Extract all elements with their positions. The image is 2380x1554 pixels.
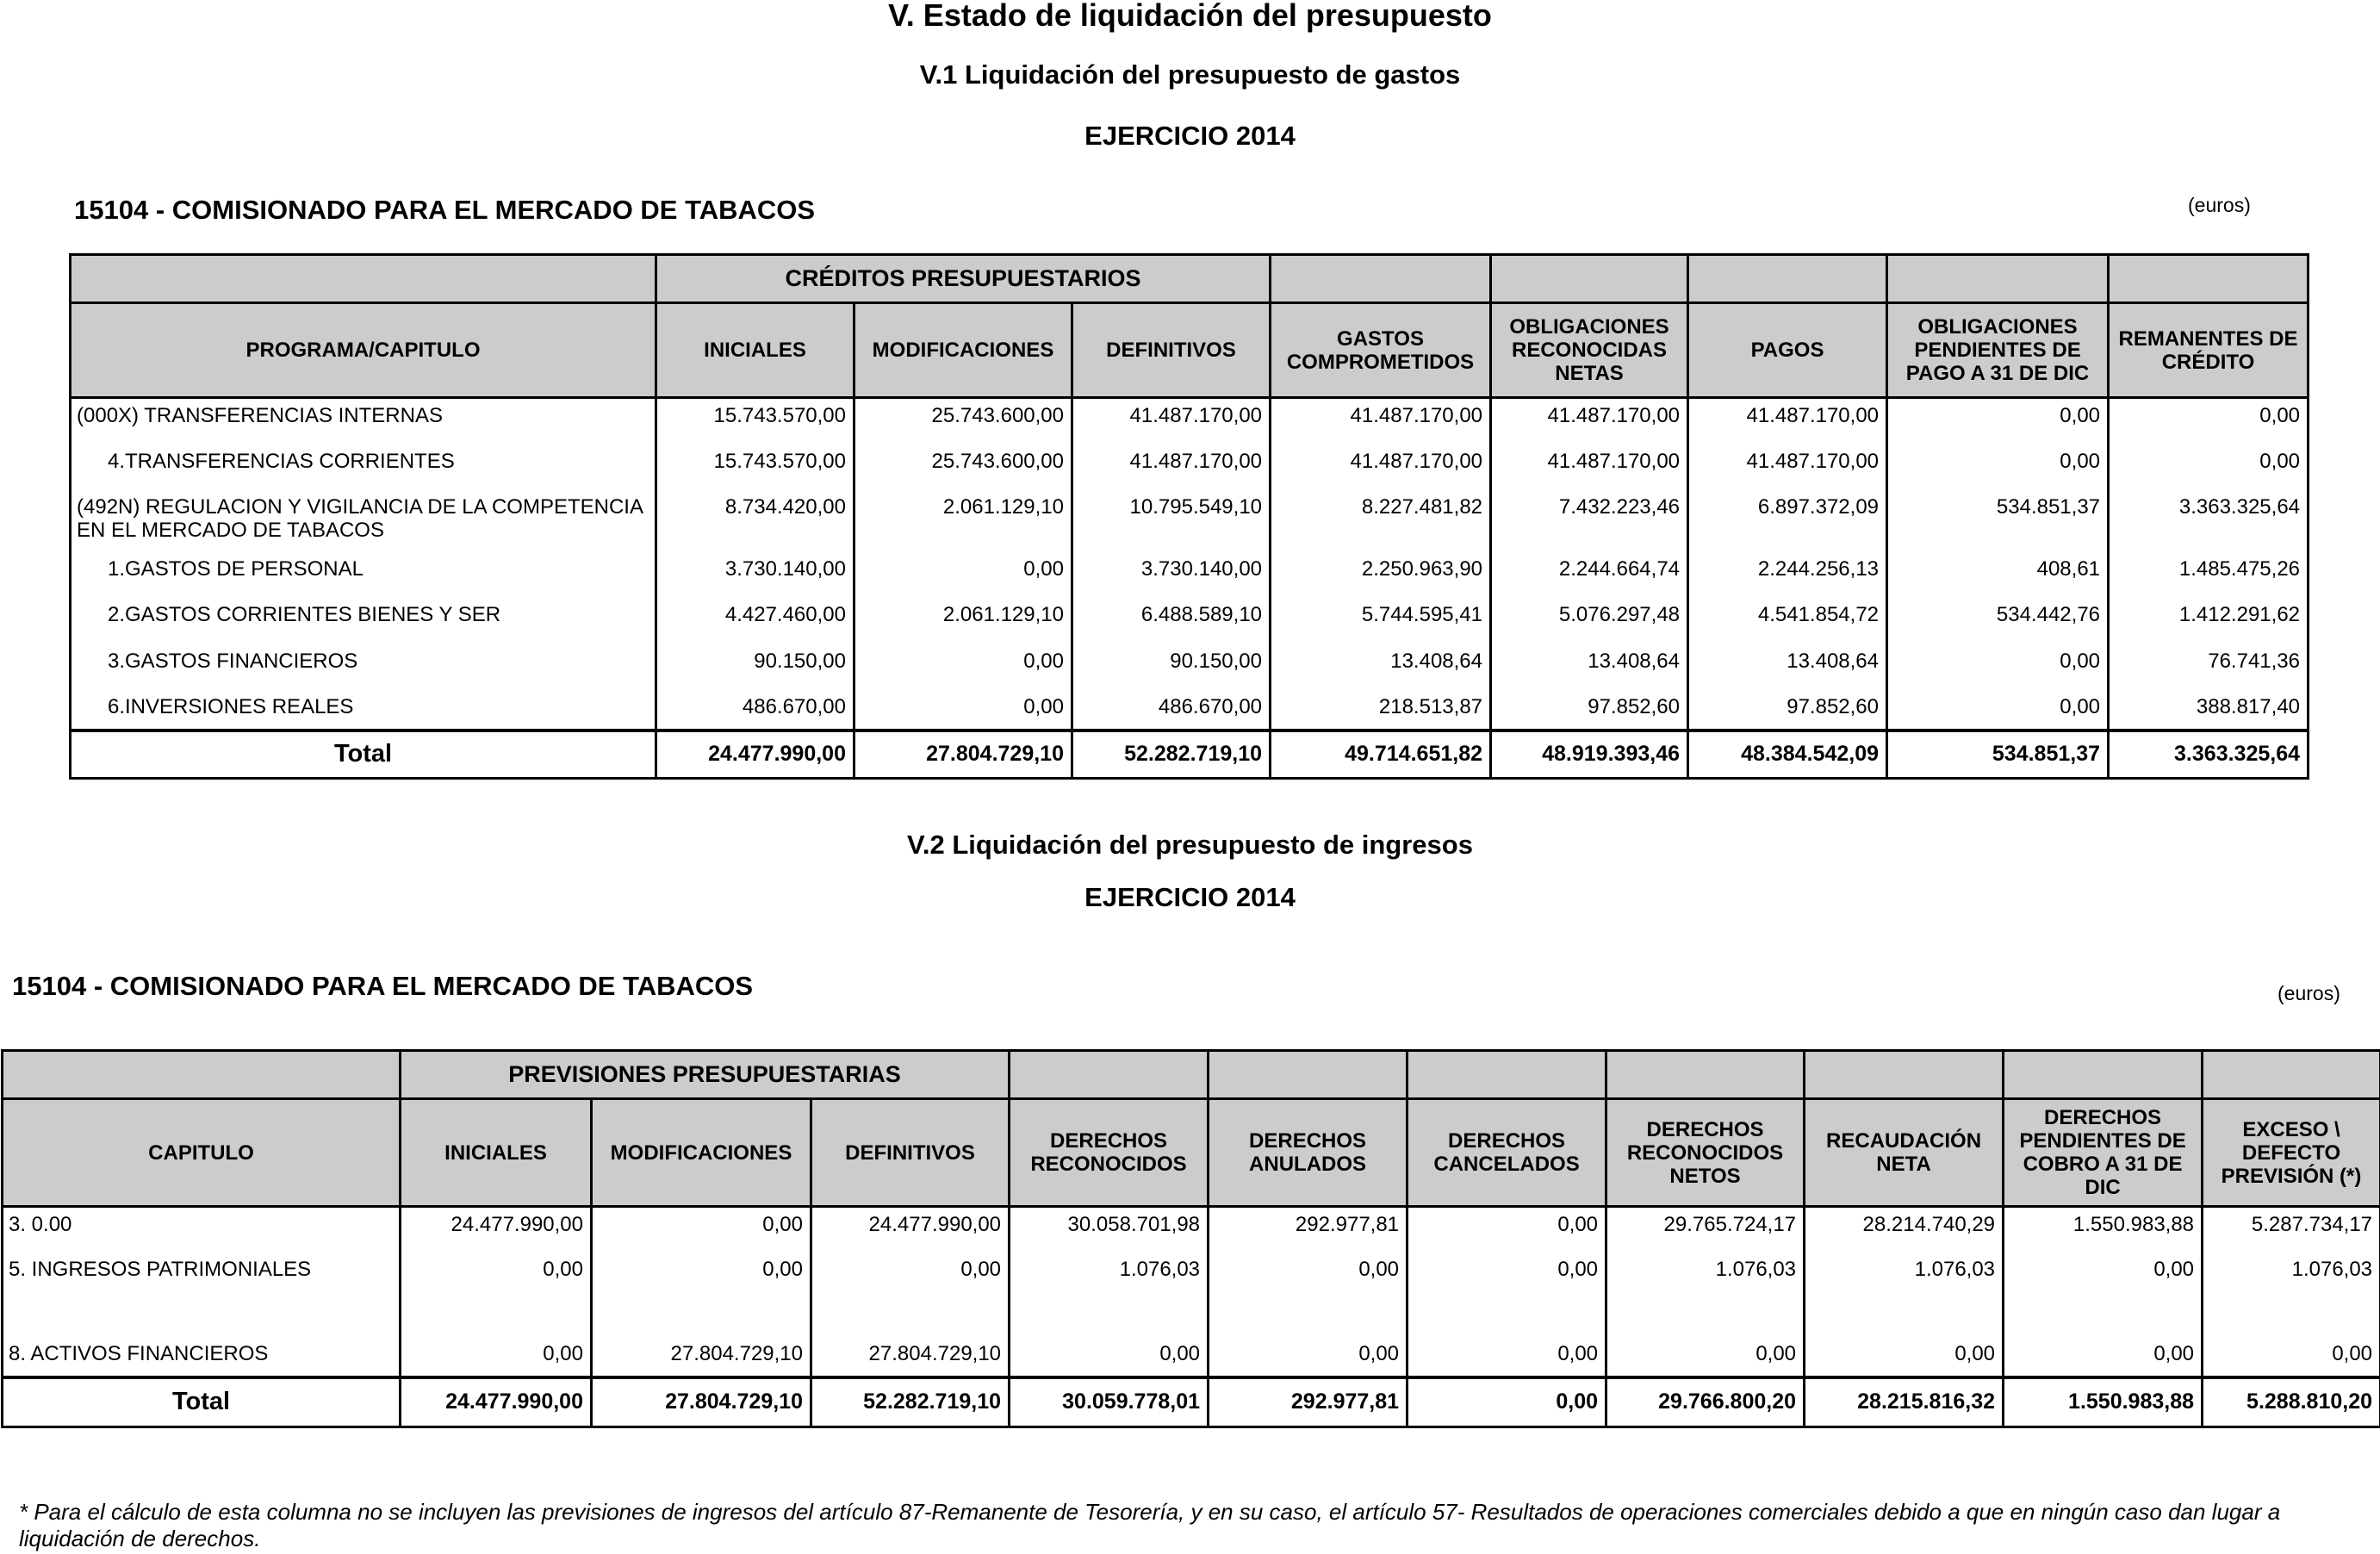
cell-value: 0,00	[2004, 1337, 2203, 1377]
cell-value: 4.541.854,72	[1688, 598, 1887, 644]
table-row	[71, 552, 2309, 598]
total-value: 29.766.800,20	[1606, 1377, 1805, 1427]
cell-value: 41.487.170,00	[1491, 444, 1688, 490]
cell-value: 13.408,64	[1688, 644, 1887, 690]
cell-value: 2.250.963,90	[1271, 552, 1491, 598]
cell-value: 0,00	[401, 1253, 592, 1337]
cell-value: 3.730.140,00	[656, 552, 854, 598]
cell-value: 6.488.589,10	[1072, 598, 1271, 644]
table-row	[71, 690, 2309, 730]
cell-value: 27.804.729,10	[592, 1337, 811, 1377]
cell-value: 1.076,03	[1010, 1253, 1209, 1337]
gastos-col-header: OBLIGACIONES PENDIENTES DE PAGO A 31 DE DIC	[1887, 303, 2109, 398]
total-row	[71, 730, 2309, 779]
gastos-col-header: GASTOS COMPROMETIDOS	[1271, 303, 1491, 398]
total-value: 28.215.816,32	[1805, 1377, 2004, 1427]
cell-value: 2.244.256,13	[1688, 552, 1887, 598]
row-label: 5. INGRESOS PATRIMONIALES	[3, 1253, 401, 1337]
cell-value: 41.487.170,00	[1072, 398, 1271, 444]
cell-value: 0,00	[854, 552, 1072, 598]
cell-value: 2.061.129,10	[854, 598, 1072, 644]
cell-value: 3.363.325,64	[2109, 490, 2309, 552]
cell-value: 0,00	[401, 1337, 592, 1377]
total-row	[3, 1377, 2380, 1427]
cell-value: 0,00	[2203, 1337, 2380, 1377]
total-value: 24.477.990,00	[401, 1377, 592, 1427]
ingresos-col-header: DEFINITIVOS	[811, 1099, 1010, 1207]
cell-value: 0,00	[2109, 444, 2309, 490]
cell-value: 5.287.734,17	[2203, 1207, 2380, 1253]
total-label: Total	[71, 730, 656, 779]
cell-value: 0,00	[592, 1207, 811, 1253]
total-value: 3.363.325,64	[2109, 730, 2309, 779]
table-row	[3, 1207, 2380, 1253]
gastos-col-header: PROGRAMA/CAPITULO	[71, 303, 656, 398]
row-label: (492N) REGULACION Y VIGILANCIA DE LA COMPETENCIA EN EL MERCADO DE TABACOS	[71, 490, 656, 552]
cell-value: 534.442,76	[1887, 598, 2109, 644]
cell-value: 41.487.170,00	[1688, 444, 1887, 490]
cell-value: 6.897.372,09	[1688, 490, 1887, 552]
cell-value: 0,00	[2004, 1253, 2203, 1337]
cell-value: 0,00	[2109, 398, 2309, 444]
total-value: 30.059.778,01	[1010, 1377, 1209, 1427]
ingresos-col-header: RECAUDACIÓN NETA	[1805, 1099, 2004, 1207]
table-row	[71, 444, 2309, 490]
table-row	[3, 1253, 2380, 1337]
gastos-col-header: MODIFICACIONES	[854, 303, 1072, 398]
cell-value: 1.076,03	[1805, 1253, 2004, 1337]
ingresos-col-header: MODIFICACIONES	[592, 1099, 811, 1207]
cell-value: 0,00	[1209, 1253, 1407, 1337]
ingresos-table	[1, 1049, 2380, 1428]
gastos-group-header: CRÉDITOS PRESUPUESTARIOS	[656, 255, 1271, 303]
cell-value: 0,00	[1407, 1207, 1606, 1253]
cell-value: 90.150,00	[656, 644, 854, 690]
gastos-group-blank	[71, 255, 656, 303]
gastos-col-header: REMANENTES DE CRÉDITO	[2109, 303, 2309, 398]
cell-value: 0,00	[1010, 1337, 1209, 1377]
cell-value: 1.076,03	[1606, 1253, 1805, 1337]
cell-value: 8.734.420,00	[656, 490, 854, 552]
total-value: 52.282.719,10	[811, 1377, 1010, 1427]
ingresos-entity: 15104 - COMISIONADO PARA EL MERCADO DE TABACOS	[12, 971, 754, 1001]
gastos-col-header: INICIALES	[656, 303, 854, 398]
gastos-entity: 15104 - COMISIONADO PARA EL MERCADO DE TABACOS	[74, 195, 816, 225]
ingresos-units: (euros)	[2277, 982, 2340, 1004]
gastos-units: (euros)	[2188, 194, 2251, 216]
cell-value: 25.743.600,00	[854, 398, 1072, 444]
total-label: Total	[3, 1377, 401, 1427]
cell-value: 0,00	[1887, 398, 2109, 444]
table-row	[71, 398, 2309, 444]
cell-value: 24.477.990,00	[811, 1207, 1010, 1253]
cell-value: 0,00	[592, 1253, 811, 1337]
cell-value: 1.412.291,62	[2109, 598, 2309, 644]
cell-value: 0,00	[1805, 1337, 2004, 1377]
cell-value: 2.061.129,10	[854, 490, 1072, 552]
cell-value: 0,00	[854, 644, 1072, 690]
row-label: 3.GASTOS FINANCIEROS	[71, 644, 656, 690]
row-label: 6.INVERSIONES REALES	[71, 690, 656, 730]
total-value: 534.851,37	[1887, 730, 2109, 779]
cell-value: 41.487.170,00	[1688, 398, 1887, 444]
cell-value: 1.076,03	[2203, 1253, 2380, 1337]
cell-value: 486.670,00	[656, 690, 854, 730]
total-value: 292.977,81	[1209, 1377, 1407, 1427]
row-label: 2.GASTOS CORRIENTES BIENES Y SER	[71, 598, 656, 644]
cell-value: 534.851,37	[1887, 490, 2109, 552]
cell-value: 13.408,64	[1491, 644, 1688, 690]
cell-value: 41.487.170,00	[1491, 398, 1688, 444]
cell-value: 97.852,60	[1491, 690, 1688, 730]
total-value: 24.477.990,00	[656, 730, 854, 779]
gastos-col-header: DEFINITIVOS	[1072, 303, 1271, 398]
cell-value: 28.214.740,29	[1805, 1207, 2004, 1253]
ingresos-subtitle: V.2 Liquidación del presupuesto de ingresos	[907, 830, 1473, 860]
cell-value: 388.817,40	[2109, 690, 2309, 730]
row-label: 1.GASTOS DE PERSONAL	[71, 552, 656, 598]
cell-value: 0,00	[1887, 444, 2109, 490]
total-value: 5.288.810,20	[2203, 1377, 2380, 1427]
cell-value: 24.477.990,00	[401, 1207, 592, 1253]
ingresos-col-header: INICIALES	[401, 1099, 592, 1207]
cell-value: 27.804.729,10	[811, 1337, 1010, 1377]
ingresos-ejercicio: EJERCICIO 2014	[1084, 882, 1296, 912]
footnote: * Para el cálculo de esta columna no se incluyen las previsiones de ingresos del artículo 87-Remanente de Tesorería, y en su caso, el artículo 57- Resultados de operaciones comerciales debido a que en ningún caso dan lugar a liquidación de derechos.	[19, 1499, 2281, 1551]
cell-value: 292.977,81	[1209, 1207, 1407, 1253]
gastos-col-header: PAGOS	[1688, 303, 1887, 398]
cell-value: 30.058.701,98	[1010, 1207, 1209, 1253]
cell-value: 4.427.460,00	[656, 598, 854, 644]
ingresos-col-header: DERECHOS RECONOCIDOS	[1010, 1099, 1209, 1207]
cell-value: 10.795.549,10	[1072, 490, 1271, 552]
gastos-ejercicio: EJERCICIO 2014	[1084, 121, 1296, 151]
cell-value: 5.076.297,48	[1491, 598, 1688, 644]
cell-value: 1.550.983,88	[2004, 1207, 2203, 1253]
row-label: 4.TRANSFERENCIAS CORRIENTES	[71, 444, 656, 490]
ingresos-col-header: DERECHOS ANULADOS	[1209, 1099, 1407, 1207]
cell-value: 3.730.140,00	[1072, 552, 1271, 598]
row-label: (000X) TRANSFERENCIAS INTERNAS	[71, 398, 656, 444]
table-row	[71, 490, 2309, 552]
cell-value: 41.487.170,00	[1271, 444, 1491, 490]
total-value: 49.714.651,82	[1271, 730, 1491, 779]
gastos-col-header: OBLIGACIONES RECONOCIDAS NETAS	[1491, 303, 1688, 398]
cell-value: 218.513,87	[1271, 690, 1491, 730]
page-title: V. Estado de liquidación del presupuesto	[888, 0, 1492, 33]
ingresos-group-blank	[3, 1051, 401, 1099]
total-value: 1.550.983,88	[2004, 1377, 2203, 1427]
total-value: 48.384.542,09	[1688, 730, 1887, 779]
cell-value: 7.432.223,46	[1491, 490, 1688, 552]
cell-value: 486.670,00	[1072, 690, 1271, 730]
total-value: 52.282.719,10	[1072, 730, 1271, 779]
cell-value: 408,61	[1887, 552, 2109, 598]
cell-value: 0,00	[811, 1253, 1010, 1337]
row-label: 8. ACTIVOS FINANCIEROS	[3, 1337, 401, 1377]
row-label: 3. 0.00	[3, 1207, 401, 1253]
cell-value: 90.150,00	[1072, 644, 1271, 690]
ingresos-group-header: PREVISIONES PRESUPUESTARIAS	[401, 1051, 1010, 1099]
cell-value: 15.743.570,00	[656, 444, 854, 490]
table-row	[71, 644, 2309, 690]
cell-value: 13.408,64	[1271, 644, 1491, 690]
table-row	[71, 598, 2309, 644]
cell-value: 25.743.600,00	[854, 444, 1072, 490]
total-value: 48.919.393,46	[1491, 730, 1688, 779]
ingresos-col-header: DERECHOS RECONOCIDOS NETOS	[1606, 1099, 1805, 1207]
cell-value: 0,00	[1887, 690, 2109, 730]
cell-value: 1.485.475,26	[2109, 552, 2309, 598]
cell-value: 0,00	[1407, 1337, 1606, 1377]
ingresos-col-header: DERECHOS PENDIENTES DE COBRO A 31 DE DIC	[2004, 1099, 2203, 1207]
total-value: 0,00	[1407, 1377, 1606, 1427]
ingresos-col-header: CAPITULO	[3, 1099, 401, 1207]
table-row	[3, 1337, 2380, 1377]
total-value: 27.804.729,10	[854, 730, 1072, 779]
cell-value: 97.852,60	[1688, 690, 1887, 730]
cell-value: 76.741,36	[2109, 644, 2309, 690]
gastos-subtitle: V.1 Liquidación del presupuesto de gastos	[919, 59, 1461, 90]
cell-value: 0,00	[854, 690, 1072, 730]
cell-value: 2.244.664,74	[1491, 552, 1688, 598]
cell-value: 8.227.481,82	[1271, 490, 1491, 552]
gastos-table	[69, 253, 2309, 780]
total-value: 27.804.729,10	[592, 1377, 811, 1427]
cell-value: 41.487.170,00	[1271, 398, 1491, 444]
ingresos-col-header: EXCESO \ DEFECTO PREVISIÓN (*)	[2203, 1099, 2380, 1207]
ingresos-col-header: DERECHOS CANCELADOS	[1407, 1099, 1606, 1207]
cell-value: 0,00	[1606, 1337, 1805, 1377]
cell-value: 0,00	[1209, 1337, 1407, 1377]
cell-value: 5.744.595,41	[1271, 598, 1491, 644]
cell-value: 0,00	[1887, 644, 2109, 690]
cell-value: 41.487.170,00	[1072, 444, 1271, 490]
cell-value: 0,00	[1407, 1253, 1606, 1337]
cell-value: 15.743.570,00	[656, 398, 854, 444]
cell-value: 29.765.724,17	[1606, 1207, 1805, 1253]
